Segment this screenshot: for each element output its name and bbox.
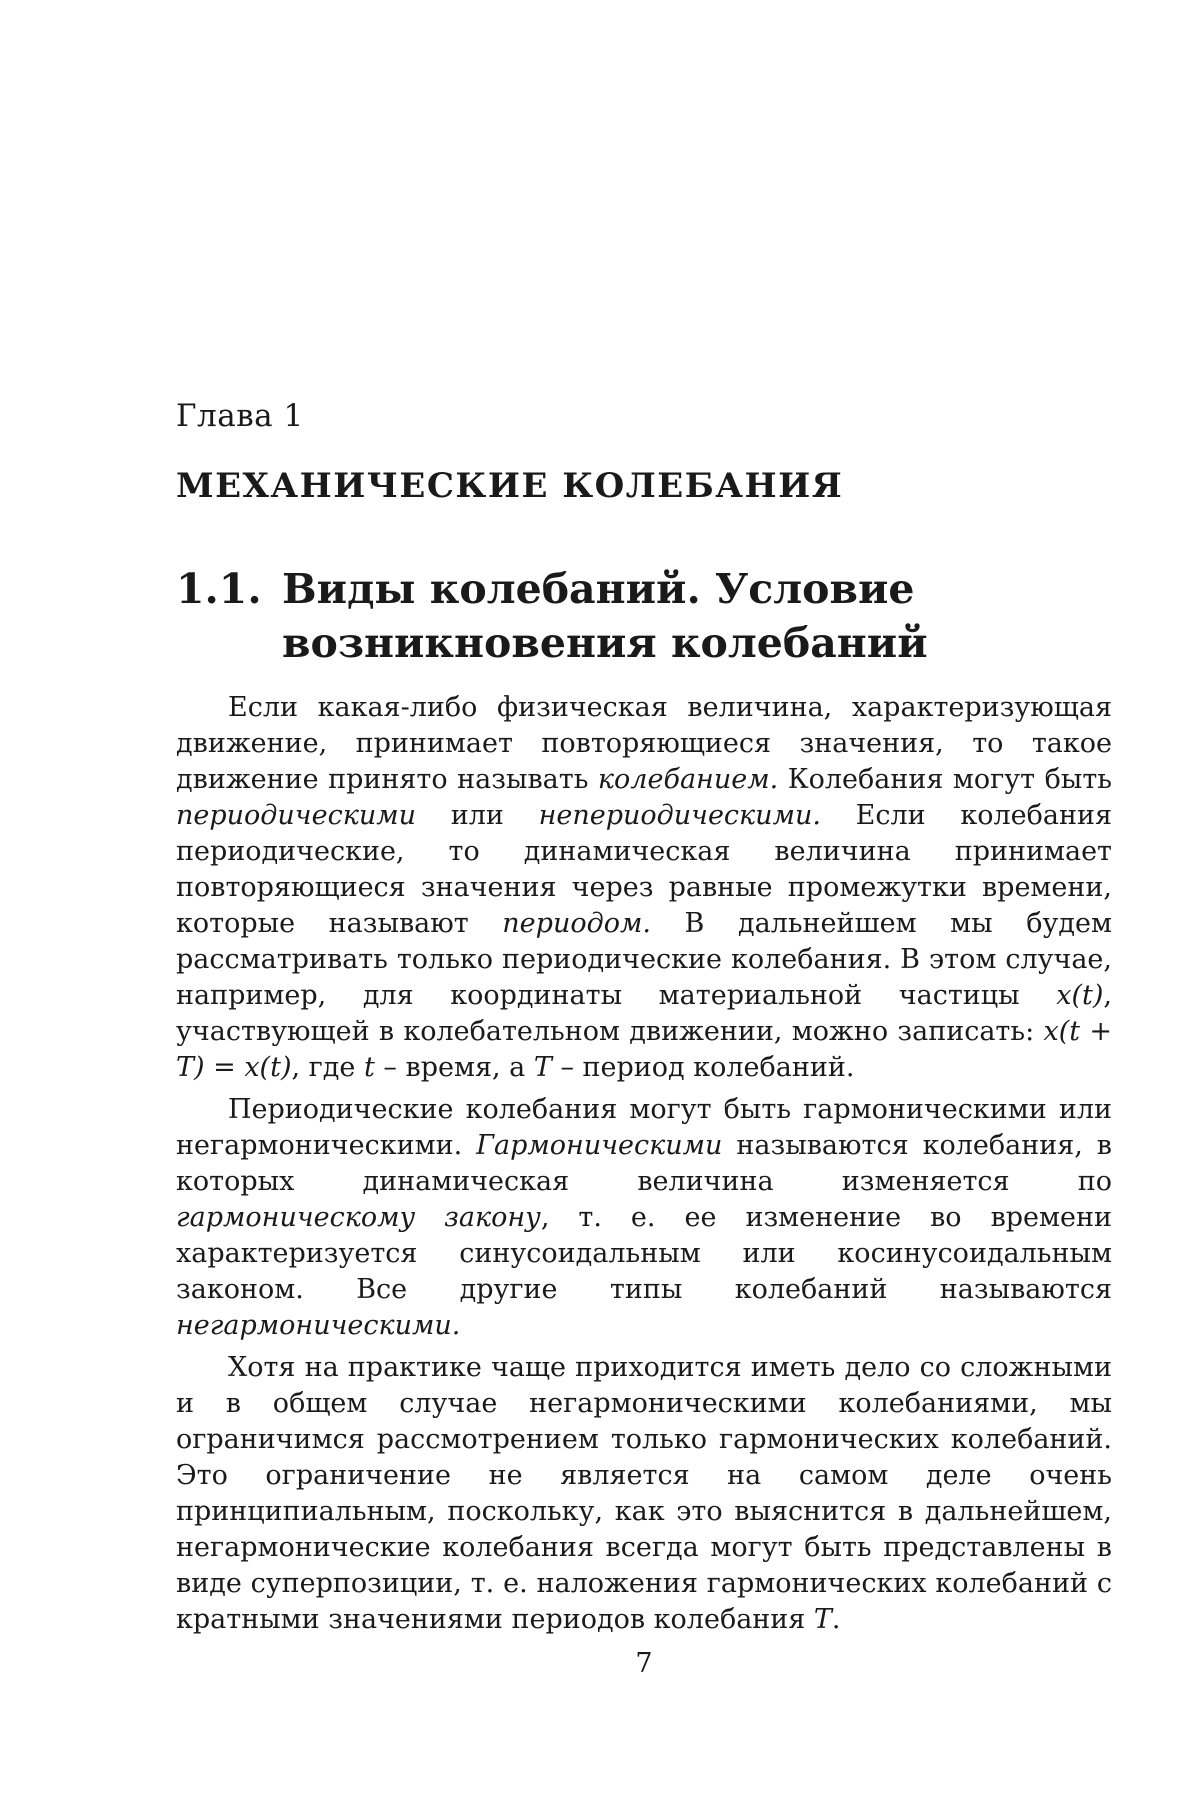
text-run: Хотя на практике чаще приходится иметь дело со сложными и в общем случае негармоническими колебаниями, мы ограничимся рассмотрением только гармонических колебаний. Это ограничение не является на самом деле очень принципиальным, поскольку, как это выяснится в дальнейшем, негармонические колебания всегда могут быть представлены в виде суперпозиции, т. е. наложения гармонических колебаний с кратными значениями периодов колебания <box>176 1352 1112 1635</box>
text-run: – время, а <box>374 1052 534 1083</box>
text-run: , где <box>291 1052 364 1083</box>
math-t: t <box>363 1052 375 1083</box>
chapter-label: Глава 1 <box>176 398 304 434</box>
term-harmonic-law: гармоническому закону <box>176 1202 541 1233</box>
paragraph-2 <box>176 1092 1112 1344</box>
text-run: или <box>415 800 539 831</box>
text-run: называются колебания, в которых динамическая величина изменяется по <box>176 1130 1112 1197</box>
text-run: Периодические колебания могут быть гармоническими или негармоническими. <box>176 1094 1112 1161</box>
text-run: Колебания могут быть <box>778 764 1113 795</box>
book-page <box>176 0 1112 1800</box>
term-harmonic: Гармоническими <box>476 1130 723 1161</box>
section-title-line-1: Виды колебаний. Условие <box>282 565 915 613</box>
body-text <box>176 690 1112 1644</box>
page-number: 7 <box>635 1648 653 1679</box>
section-title-line-2: возникновения колебаний <box>282 619 928 667</box>
paragraph-3 <box>176 1350 1112 1638</box>
text-run: Если какая-либо физическая величина, характеризующая движение, принимает повторяющиеся значения, то такое движение принято называть <box>176 692 1112 795</box>
text-run: , участвующей в колебательном движении, можно записать: <box>176 980 1112 1047</box>
text-run: – период колебаний. <box>551 1052 855 1083</box>
term-nonharmonic: негармоническими. <box>176 1310 461 1341</box>
term-period: периодом. <box>502 908 651 939</box>
section-number: 1.1. <box>176 565 262 613</box>
math-x-of-t: x(t) <box>1056 980 1104 1011</box>
chapter-title: МЕХАНИЧЕСКИЕ КОЛЕБАНИЯ <box>176 466 844 506</box>
section-heading <box>176 562 1112 670</box>
text-run: Если колебания периодические, то динамическая величина принимает повторяющиеся значения через равные промежутки времени, которые называют <box>176 800 1112 939</box>
paragraph-1 <box>176 690 1112 1086</box>
math-T: T <box>813 1604 832 1635</box>
text-run: . <box>831 1604 841 1635</box>
math-T: T <box>533 1052 552 1083</box>
text-run: , т. е. ее изменение во времени характеризуется синусоидальным или косинусоидальным законом. Все другие типы колебаний называются <box>176 1202 1112 1305</box>
text-run: В дальнейшем мы будем рассматривать только периодические колебания. В этом случае, например, для координаты материальной частицы <box>176 908 1112 1011</box>
section-title <box>282 562 1112 670</box>
term-nonperiodic: непериодическими. <box>538 800 821 831</box>
term-periodic: периодическими <box>176 800 416 831</box>
math-periodicity-equation: x(t + T) = x(t) <box>176 1016 1112 1083</box>
term-oscillation: колебанием. <box>597 764 779 795</box>
